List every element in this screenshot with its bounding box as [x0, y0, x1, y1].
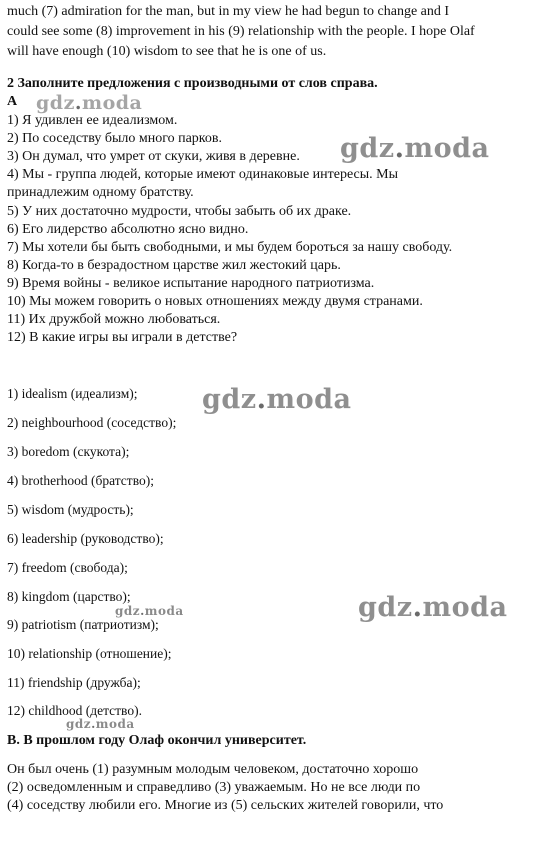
- answer-12: 12) childhood (детство).: [7, 703, 142, 718]
- answer-1: 1) idealism (идеализм);: [7, 386, 138, 401]
- sentence-10: 10) Мы можем говорить о новых отношениях между двумя странами.: [7, 294, 423, 309]
- section-b-line-1: Он был очень (1) разумным молодым человеком, достаточно хорошо: [7, 762, 419, 777]
- intro-line-1: much (7) admiration for the man, but in my view he had begun to change and I: [7, 4, 450, 19]
- watermark-1: gdz.moda: [36, 92, 143, 114]
- sentence-4: 4) Мы - группа людей, которые имеют одинаковые интересы. Мы: [7, 167, 399, 182]
- intro-line-3: will have enough (10) wisdom to see that he is one of us.: [7, 44, 327, 59]
- answer-9: 9) patriotism (патриотизм);: [7, 617, 159, 632]
- answer-3: 3) boredom (скукота);: [7, 444, 130, 459]
- watermark-3: gdz.moda: [202, 384, 352, 415]
- task-heading: 2 Заполните предложения с производными от слов справа.: [7, 76, 378, 91]
- sentence-5: 5) У них достаточно мудрости, чтобы забыть об их драке.: [7, 204, 352, 219]
- section-b-heading: B. В прошлом году Олаф окончил университет.: [7, 733, 307, 748]
- watermark-4: gdz.moda: [358, 592, 508, 623]
- sentence-1: 1) Я удивлен ее идеализмом.: [7, 113, 178, 128]
- sentence-12: 12) В какие игры вы играли в детстве?: [7, 330, 238, 345]
- answer-7: 7) freedom (свобода);: [7, 560, 128, 575]
- watermark-5: gdz.moda: [115, 604, 184, 618]
- answer-5: 5) wisdom (мудрость);: [7, 502, 134, 517]
- answer-11: 11) friendship (дружба);: [7, 675, 141, 690]
- answer-4: 4) brotherhood (братство);: [7, 473, 154, 488]
- section-b-line-3: (4) соседству любили его. Многие из (5) сельских жителей говорили, что: [7, 798, 444, 813]
- answer-8: 8) kingdom (царство);: [7, 589, 131, 604]
- sentence-7: 7) Мы хотели бы быть свободными, и мы будем бороться за нашу свободу.: [7, 240, 453, 255]
- sentence-9: 9) Время войны - великое испытание народного патриотизма.: [7, 276, 375, 291]
- answer-6: 6) leadership (руководство);: [7, 531, 164, 546]
- answer-2: 2) neighbourhood (соседство);: [7, 415, 177, 430]
- section-b-line-2: (2) осведомленным и справедливо (3) уважаемым. Но не все люди по: [7, 780, 421, 795]
- sentence-11: 11) Их дружбой можно любоваться.: [7, 312, 221, 327]
- section-a-label: A: [7, 94, 18, 109]
- watermark-6: gdz.moda: [66, 717, 135, 731]
- intro-line-2: could see some (8) improvement in his (9) relationship with the people. I hope Olaf: [7, 24, 475, 39]
- sentence-4-cont: принадлежим одному братству.: [7, 185, 194, 200]
- sentence-3: 3) Он думал, что умрет от скуки, живя в деревне.: [7, 149, 300, 164]
- answer-10: 10) relationship (отношение);: [7, 646, 172, 661]
- watermark-2: gdz.moda: [340, 133, 490, 164]
- sentence-6: 6) Его лидерство абсолютно ясно видно.: [7, 222, 249, 237]
- sentence-8: 8) Когда-то в безрадостном царстве жил жестокий царь.: [7, 258, 341, 273]
- sentence-2: 2) По соседству было много парков.: [7, 131, 223, 146]
